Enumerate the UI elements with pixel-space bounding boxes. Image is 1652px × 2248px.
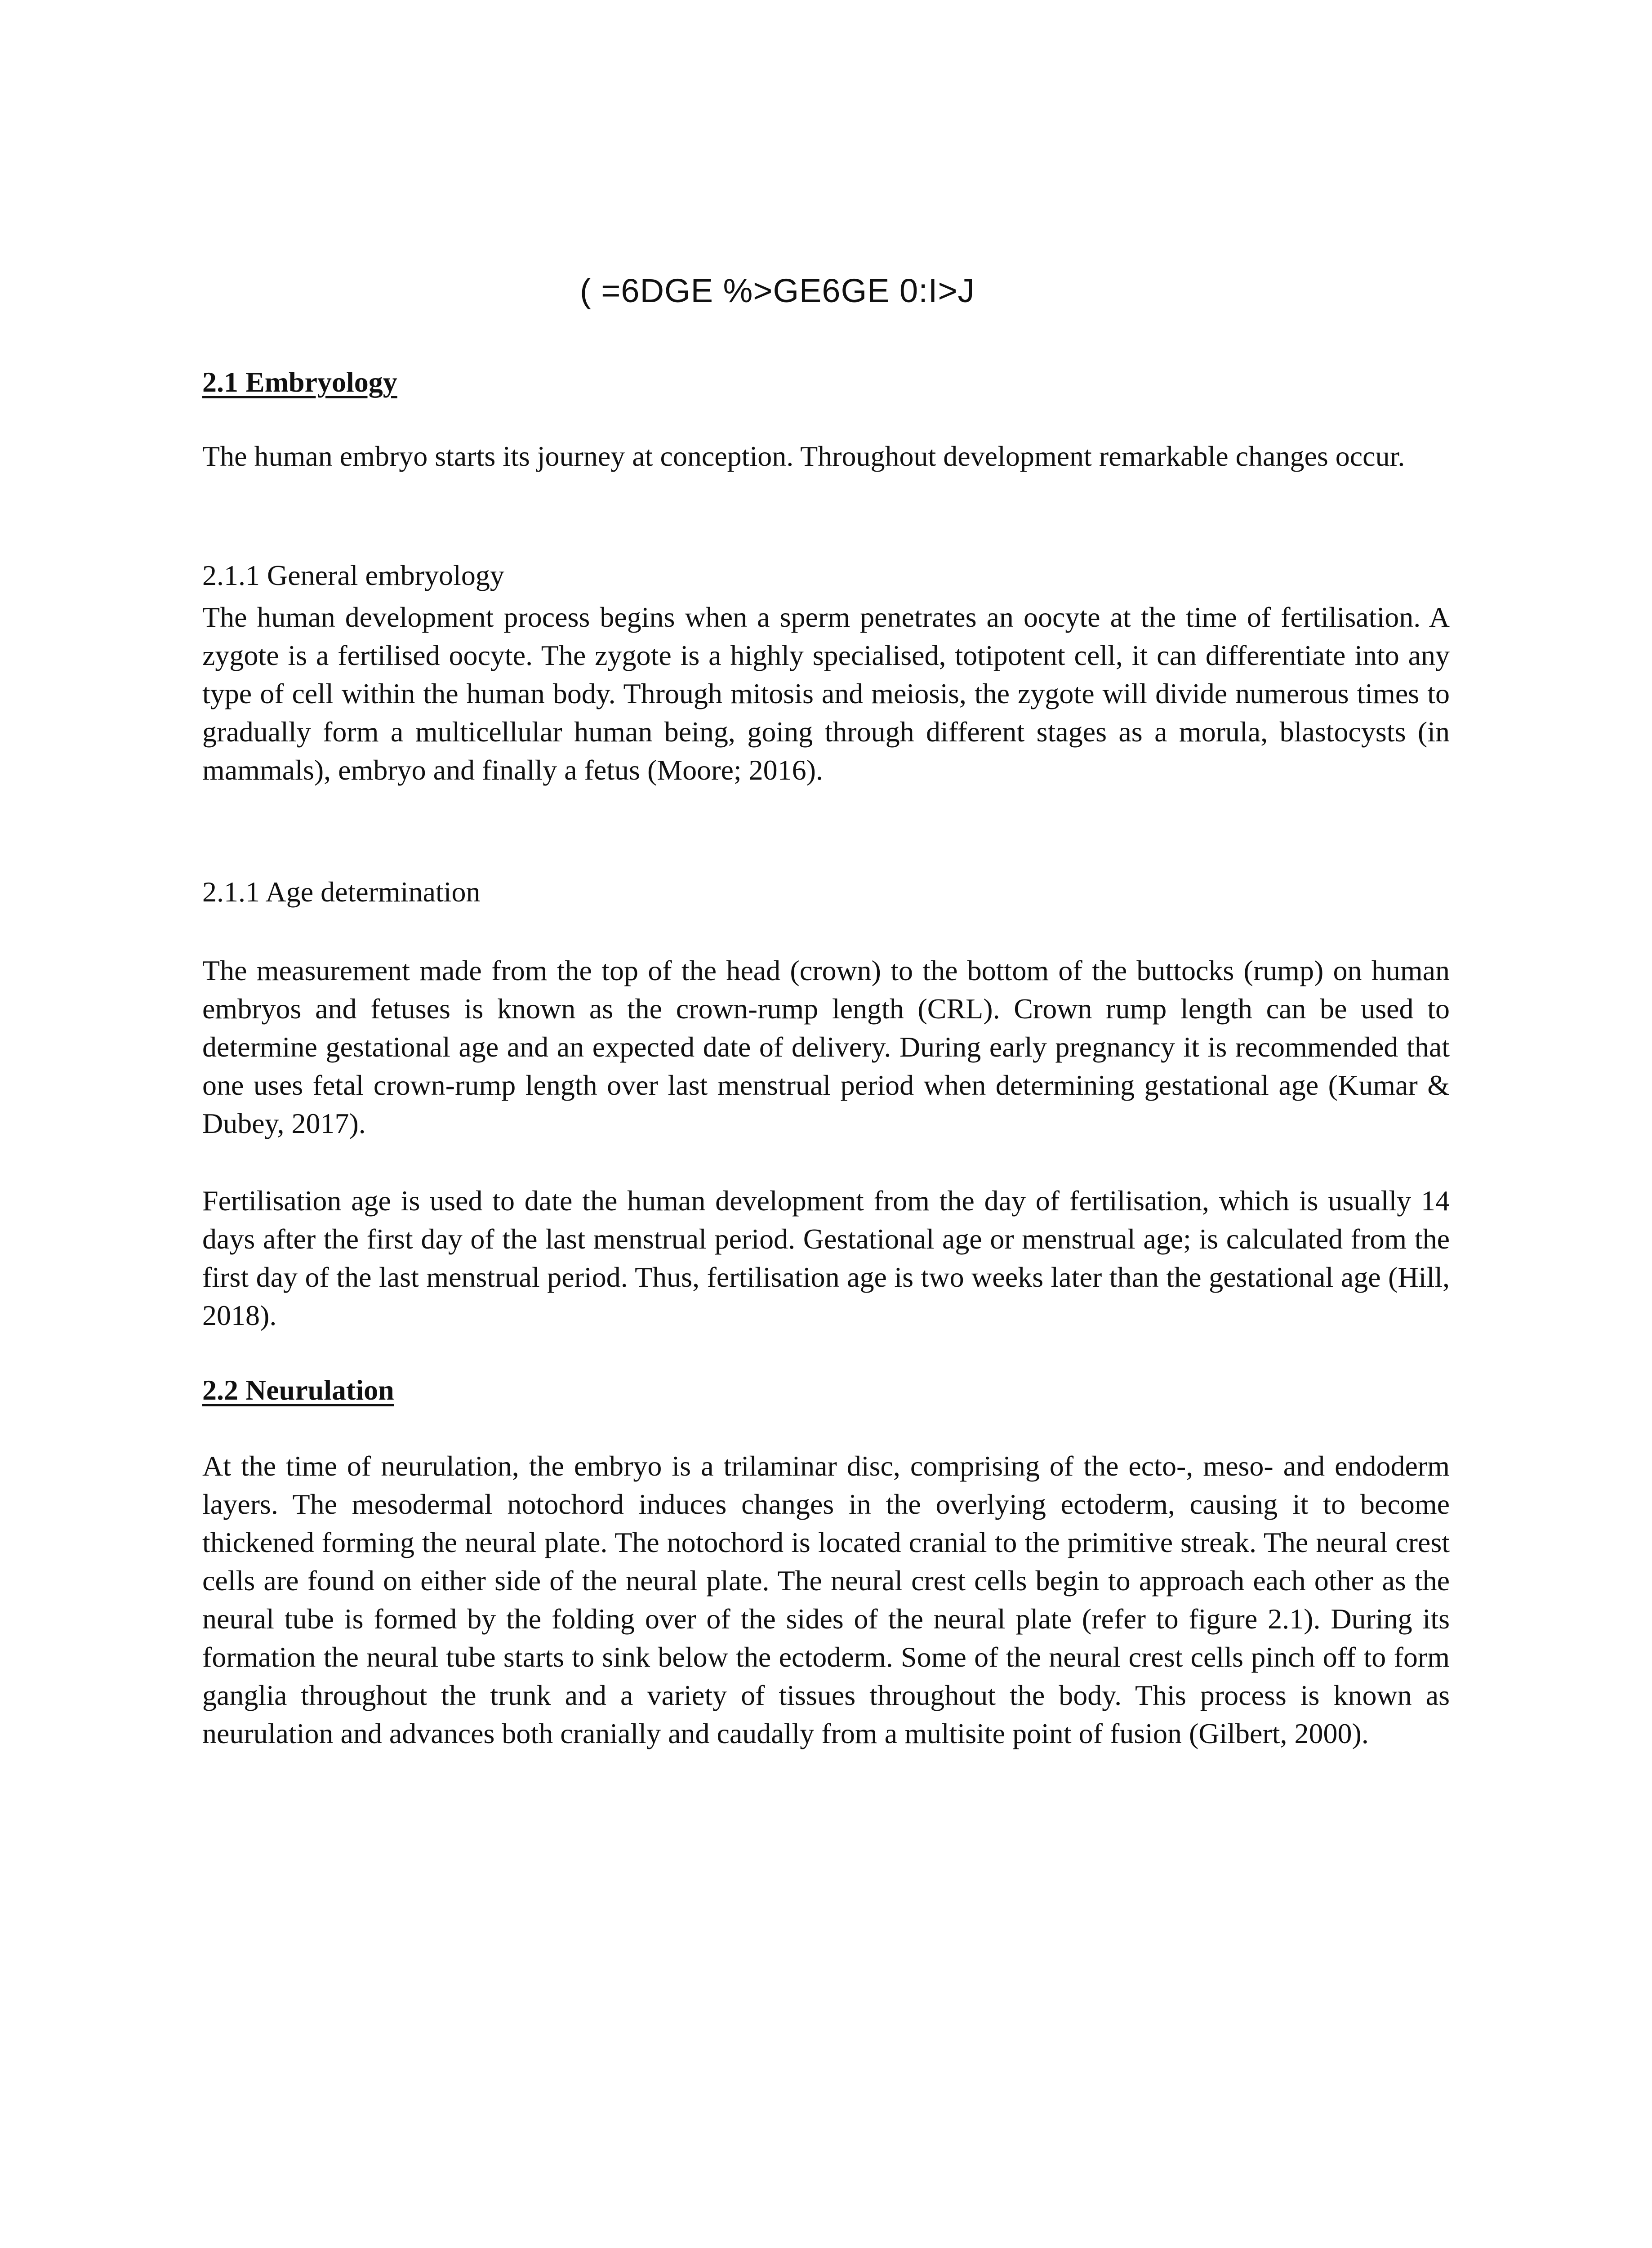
subsection-title-general-embryology: 2.1.1 General embryology [202,559,504,591]
section-title-neurulation: 2.2 Neurulation [202,1374,394,1406]
chapter-heading: ( =6DGE %>GE6GE 0:I>J [580,272,975,309]
paragraph-general-embryology: The human development process begins when a sperm penetrates an oocyte at the time of fertilisation. A zygote is a fertilised oocyte. The zygote is a highly specialised, totipotent cell, it can differentiate into any type of cell within the human body. Through mitosis and meiosis, the zygote will divide numerous times to gradually form a multicellular human being, going through different stages as a morula, blastocysts (in mammals), embryo and finally a fetus (Moore; 2016). [202,601,1450,786]
paragraph-neurulation: At the time of neurulation, the embryo is a trilaminar disc, comprising of the ecto-, meso- and endoderm layers. The mesodermal notochord induces changes in the overlying ectoderm, causing it to become thickened forming the neural plate. The notochord is located cranial to the primitive streak. The neural crest cells are found on either side of the neural plate. The neural crest cells begin to approach each other as the neural tube is formed by the folding over of the sides of the neural plate (refer to figure 2.1). During its formation the neural tube starts to sink below the ectoderm. Some of the neural crest cells pinch off to form ganglia throughout the trunk and a variety of tissues throughout the body. This process is known as neurulation and advances both cranially and caudally from a multisite point of fusion (Gilbert, 2000). [202,1450,1450,1749]
paragraph-age-determination-1: The measurement made from the top of the head (crown) to the bottom of the buttocks (rump) on human embryos and fetuses is known as the crown-rump length (CRL). Crown rump length can be used to determine gestational age and an expected date of delivery. During early pregnancy it is recommended that one uses fetal crown-rump length over last menstrual period when determining gestational age (Kumar & Dubey, 2017). [202,955,1450,1139]
paragraph-embryology-intro: The human embryo starts its journey at conception. Throughout development remarkable changes occur. [202,440,1405,472]
subsection-title-age-determination: 2.1.1 Age determination [202,876,481,908]
paragraph-age-determination-2: Fertilisation age is used to date the human development from the day of fertilisation, which is usually 14 days after the first day of the last menstrual period. Gestational age or menstrual age; is calculated from the first day of the last menstrual period. Thus, fertilisation age is two weeks later than the gestational age (Hill, 2018). [202,1185,1450,1331]
section-title-embryology: 2.1 Embryology [202,366,397,398]
